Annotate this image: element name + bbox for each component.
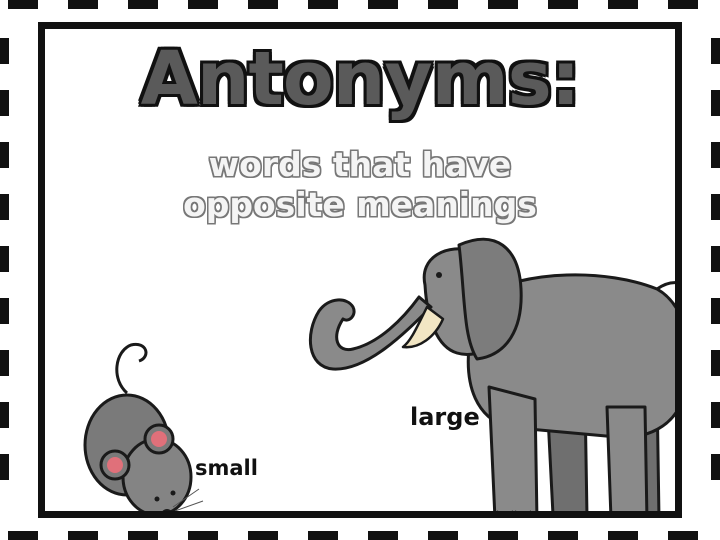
- elephant-illustration: [310, 239, 682, 518]
- definition-line-1: words that have: [208, 145, 512, 184]
- poster-panel: [38, 22, 682, 518]
- mouse-illustration: [85, 344, 203, 518]
- definition-line-2: opposite meanings: [183, 185, 537, 224]
- page-title: Antonyms:: [140, 36, 580, 122]
- label-small: small: [195, 456, 258, 480]
- label-large: large: [410, 403, 480, 431]
